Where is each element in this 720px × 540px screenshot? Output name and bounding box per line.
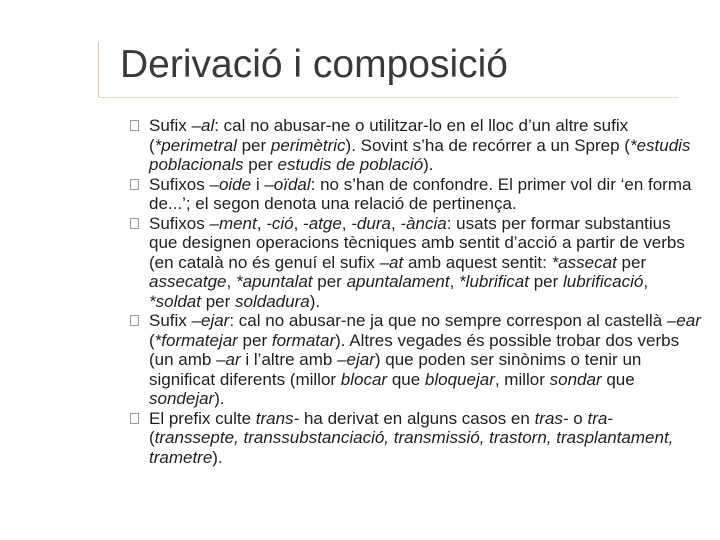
italic-term: formatar — [271, 330, 336, 350]
italic-term: -ció — [266, 213, 294, 233]
italic-term: sondejar — [149, 389, 215, 408]
bullet-item — [130, 214, 702, 312]
italic-term: –ear — [666, 311, 701, 330]
text-segment: per — [243, 155, 278, 174]
text-segment: Sufixos — [149, 174, 210, 194]
bullet-text — [149, 116, 690, 174]
italic-term: –at — [379, 252, 404, 272]
text-segment: i l’altre amb — [240, 350, 338, 369]
text-segment: : cal no abusar-ne o utilitzar-lo en el lloc d’un altre sufix ( — [149, 116, 629, 155]
bullet-list — [130, 116, 702, 467]
italic-term: *soldat — [149, 291, 201, 311]
italic-term: –ment — [209, 213, 257, 233]
italic-term: tra- — [587, 408, 613, 428]
text-segment: amb aquest sentit: — [403, 252, 552, 272]
text-segment: per — [236, 135, 271, 155]
text-segment: , — [293, 213, 304, 233]
text-segment: , — [226, 272, 236, 291]
text-segment: ha derivat en alguns casos en — [299, 408, 535, 428]
italic-term: lubrificació — [563, 272, 644, 291]
italic-term: sondar — [549, 369, 602, 389]
bullet-item — [130, 175, 702, 214]
italic-term: trans- — [255, 408, 300, 428]
bullet-item — [130, 409, 702, 468]
italic-term: *perimetral — [154, 135, 237, 155]
italic-term: –oïdal — [264, 174, 311, 194]
title-underline — [98, 97, 678, 98]
italic-term: soldadura — [235, 291, 310, 311]
text-segment: : usats per formar substantius que designen operacions tècniques amb sentit d’acció a partir de verbs (en català no és genuí el sufix — [149, 213, 685, 272]
italic-term: –al — [191, 116, 215, 135]
italic-term: apuntalament — [346, 272, 450, 291]
text-segment: ( — [149, 330, 155, 350]
text-segment: per — [200, 291, 236, 311]
text-segment: ) que poden ser sinònims o tenir un significat diferents (millor — [149, 350, 642, 389]
text-segment: , — [390, 213, 401, 233]
bullet-item — [130, 116, 702, 175]
text-segment: o — [568, 408, 588, 428]
italic-term: -ància — [400, 213, 447, 233]
italic-term: bloquejar — [424, 369, 495, 389]
text-segment: per — [237, 330, 272, 350]
bullet-text — [149, 409, 673, 467]
bullet-marker-icon — [130, 179, 139, 190]
text-segment: , — [643, 272, 649, 291]
italic-term: *formatejar — [154, 330, 238, 350]
text-segment: ). — [423, 155, 434, 174]
bullet-marker-icon — [130, 413, 139, 424]
italic-term: –ejar — [337, 350, 375, 369]
text-segment: , — [256, 213, 267, 233]
italic-term: *apuntalat — [235, 272, 313, 291]
text-segment: , millor — [494, 369, 550, 389]
text-segment: , — [341, 213, 352, 233]
text-segment: El prefix culte — [149, 408, 256, 428]
italic-term: estudis de població — [277, 155, 424, 174]
bullet-item — [130, 311, 702, 409]
text-segment: Sufixos — [149, 213, 210, 233]
text-segment: Sufix — [149, 116, 192, 135]
text-segment: ). — [212, 447, 223, 467]
text-segment: : no s’han de confondre. El primer vol dir ‘en forma de...’; el segon denota una relació de pertinença. — [149, 174, 692, 213]
text-segment: ). — [214, 389, 225, 408]
bullet-text — [149, 311, 701, 408]
text-segment: que — [601, 369, 635, 389]
italic-term: *assecat — [551, 252, 617, 272]
title-accent-line — [98, 42, 99, 98]
text-segment: , — [449, 272, 460, 291]
slide-title: Derivació i composició — [120, 43, 508, 86]
text-segment: Sufix — [149, 311, 192, 330]
text-segment: ). — [309, 291, 321, 311]
text-segment: que — [387, 369, 425, 389]
bullet-text — [149, 214, 685, 311]
italic-term: *estudis poblacionals — [149, 135, 691, 174]
text-segment: ( — [149, 428, 155, 447]
text-segment: ). Altres vegades és possible trobar dos verbs (un amb — [149, 330, 680, 369]
bullet-marker-icon — [130, 315, 139, 326]
italic-term: assecatge — [149, 272, 227, 291]
text-segment: ). Sovint s’ha de recórrer a un Sprep ( — [345, 135, 630, 155]
italic-term: blocar — [340, 369, 388, 389]
italic-term: perimètric — [270, 135, 346, 155]
bullet-text — [149, 175, 691, 214]
text-segment: per — [616, 252, 647, 272]
italic-term: transsepte, transsubstanciació, transmissió, trastorn, trasplantament, trametre — [149, 428, 674, 467]
italic-term: –ejar — [191, 311, 230, 330]
bullet-marker-icon — [130, 120, 139, 131]
text-segment: per — [528, 272, 563, 291]
italic-term: -dura — [351, 213, 391, 233]
text-segment: per — [312, 272, 347, 291]
bullet-marker-icon — [130, 218, 139, 229]
italic-term: -atge — [303, 213, 342, 233]
text-segment: : cal no abusar-ne ja que no sempre correspon al castellà — [229, 311, 667, 330]
italic-term: –oide — [209, 174, 252, 194]
text-segment: i — [251, 174, 265, 194]
italic-term: *lubrificat — [459, 272, 529, 291]
italic-term: tras- — [534, 408, 569, 428]
italic-term: –ar — [216, 350, 241, 369]
